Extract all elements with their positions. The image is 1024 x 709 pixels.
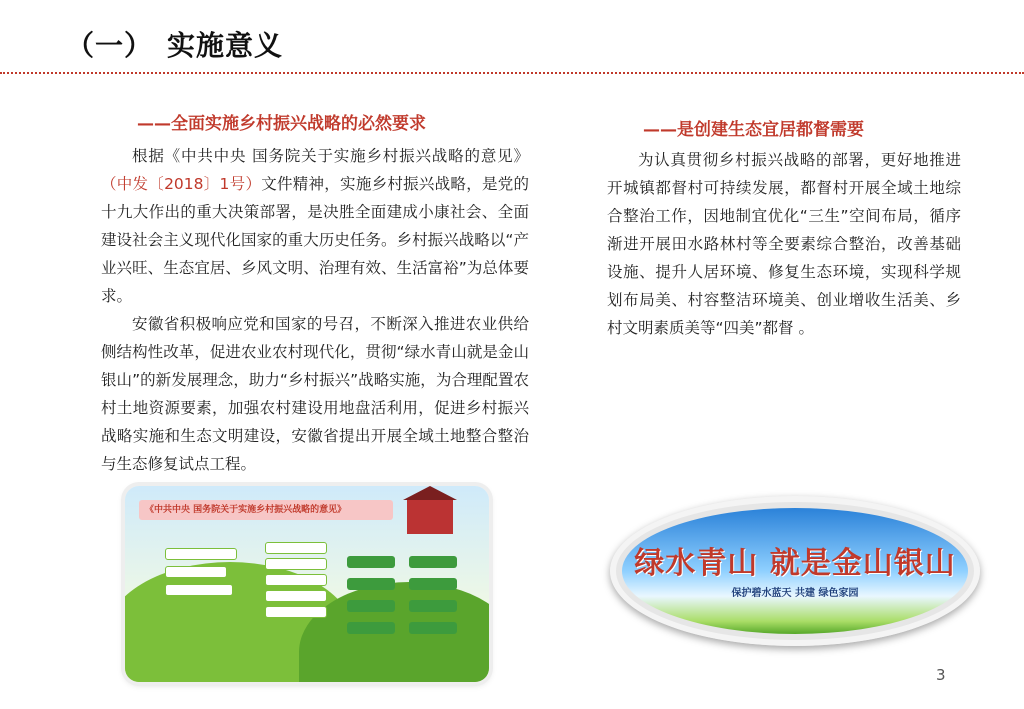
infographic-box <box>265 574 327 586</box>
right-paragraph-1: 为认真贯彻乡村振兴战略的部署，更好地推进开城镇都督村可持续发展，都督村开展全域土地综合整治工作，因地制宜优化“三生”空间布局，循序渐进开展田水路林村等全要素综合整治，改善基础设施、提升人居环境、修复生态环境，实现科学规划布局美、村容整洁环境美、创业增收生活美、乡村文明素质美等“四美”都督 。 <box>607 151 961 337</box>
infographic-box <box>265 590 327 602</box>
left-p1-prefix: 根据《中共中央 国务院关于实施乡村振兴战略的意见》 <box>132 147 529 165</box>
infographic-box <box>165 584 233 596</box>
barn-icon <box>407 500 453 534</box>
left-subtitle: ——全面实施乡村振兴战略的必然要求 <box>137 114 426 134</box>
infographic-box <box>265 558 327 570</box>
left-paragraph-2: 安徽省积极响应党和国家的号召，不断深入推进农业供给侧结构性改革，促进农业农村现代化，贯彻“绿水青山就是金山银山”的新发展理念，助力“乡村振兴”战略实施，为合理配置农村土地资源要素，加强农村建设用地盘活利用，促进乡村振兴战略实施和生态文明建设，安徽省提出开展全域土地整合整治与生态修复试点工程。 <box>101 315 529 473</box>
slogan-scene <box>622 508 968 634</box>
infographic-green-box <box>409 578 457 590</box>
infographic-green-box <box>347 578 395 590</box>
infographic-green-box <box>409 556 457 568</box>
right-subtitle: ——是创建生态宜居都督需要 <box>643 120 864 140</box>
infographic-box <box>165 566 227 578</box>
infographic-green-box <box>347 622 395 634</box>
slogan-oval-image <box>610 496 980 646</box>
title-divider <box>0 72 1024 74</box>
section-number: （一） <box>66 29 154 62</box>
infographic-box <box>165 548 237 560</box>
page-number: 3 <box>936 666 946 684</box>
slogan-text: 绿水青山 就是金山银山 <box>634 546 956 581</box>
document-number: （中发〔2018〕1号） <box>101 175 262 193</box>
left-p1-rest: 文件精神，实施乡村振兴战略，是党的十九大作出的重大决策部署，是决胜全面建成小康社会、全面建设社会主义现代化国家的重大历史任务。乡村振兴战略以“产业兴旺、生态宜居、乡风文明、治理有效、生活富裕”为总体要求。 <box>101 175 529 305</box>
infographic-banner: 《中共中央 国务院关于实施乡村振兴战略的意见》 <box>139 500 393 520</box>
slogan-tagline: 保护碧水蓝天 共建 绿色家园 <box>731 588 859 599</box>
rural-revitalization-infographic <box>125 486 489 682</box>
infographic-green-box <box>347 600 395 612</box>
infographic-box <box>265 542 327 554</box>
left-column <box>101 110 529 478</box>
infographic-green-box <box>347 556 395 568</box>
section-title: 实施意义 <box>167 29 284 62</box>
infographic-green-box <box>409 622 457 634</box>
left-paragraph-1 <box>101 142 529 310</box>
page-title <box>66 24 283 64</box>
right-column <box>607 116 961 342</box>
infographic-green-box <box>409 600 457 612</box>
infographic-box <box>265 606 327 618</box>
